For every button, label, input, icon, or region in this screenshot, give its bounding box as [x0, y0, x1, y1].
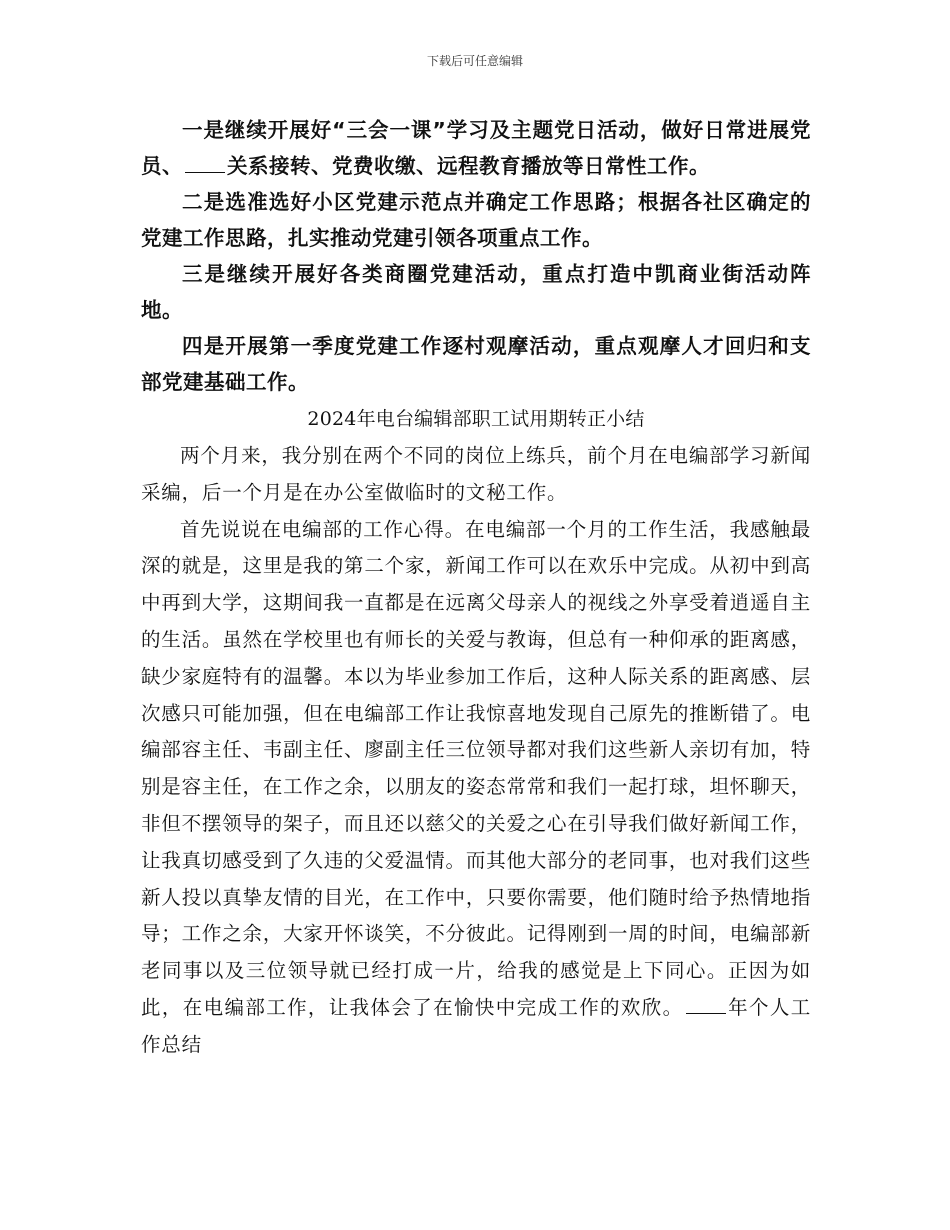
- article-paragraph-2-text: 首先说说在电编部的工作心得。在电编部一个月的工作生活，我感触最深的就是，这里是我的第二个家，新闻工作可以在欢乐中完成。从初中到高中再到大学，这期间我一直都是在远离父母亲人的视线之外享受着逍遥自主的生活。虽然在学校里也有师长的关爱与教诲，但总有一种仰承的距离感，缺少家庭特有的温馨。本以为毕业参加工作后，这种人际关系的距离感、层次感只可能加强，但在电编部工作让我惊喜地发现自己原先的推断错了。电编部容主任、韦副主任、廖副主任三位领导都对我们这些新人亲切有加，特别是容主任，在工作之余，以朋友的姿态常常和我们一起打球，坦怀聊天，非但不摆领导的架子，而且还以慈父的关爱之心在引导我们做好新闻工作，让我真切感受到了久违的父爱温情。而其他大部分的老同事，也对我们这些新人投以真挚友情的目光，在工作中，只要你需要，他们随时给予热情地指导；工作之余，大家开怀谈笑，不分彼此。记得刚到一周的时间，电编部新老同事以及三位领导就已经打成一片，给我的感觉是上下同心。正因为如此，在电编部工作，让我体会了在愉快中完成工作的欢欣。: [141, 517, 811, 1019]
- plan-item-1-text-b: 关系接转、党费收缴、远程教育播放等日常性工作。: [227, 154, 710, 178]
- article-title: 2024年电台编辑部职工试用期转正小结: [307, 408, 645, 430]
- page-header: 下载后可任意编辑: [426, 54, 523, 68]
- document-body: [141, 112, 811, 1064]
- article-paragraph-1: 两个月来，我分别在两个不同的岗位上练兵，前个月在电编部学习新闻采编，后一个月是在办公室做临时的文秘工作。: [141, 444, 811, 504]
- blank-underline: [185, 154, 225, 173]
- article-paragraph-2: [141, 512, 811, 1064]
- plan-item-4: 四是开展第一季度党建工作逐村观摩活动，重点观摩人才回归和支部党建基础工作。: [141, 334, 811, 394]
- article-paragraph-2-tail: 年个人工作总结: [141, 995, 811, 1056]
- blank-underline: [686, 995, 726, 1014]
- plan-item-1-text-a: 一是继续开展好“三会一课”学习及主题党日活动，做好日常进展党员、: [141, 118, 811, 178]
- plan-item-1: [141, 112, 811, 184]
- plan-item-2: 二是选准选好小区党建示范点并确定工作思路；根据各社区确定的党建工作思路，扎实推动党建引领各项重点工作。: [141, 190, 811, 250]
- plan-item-3: 三是继续开展好各类商圈党建活动，重点打造中凯商业街活动阵地。: [141, 262, 811, 322]
